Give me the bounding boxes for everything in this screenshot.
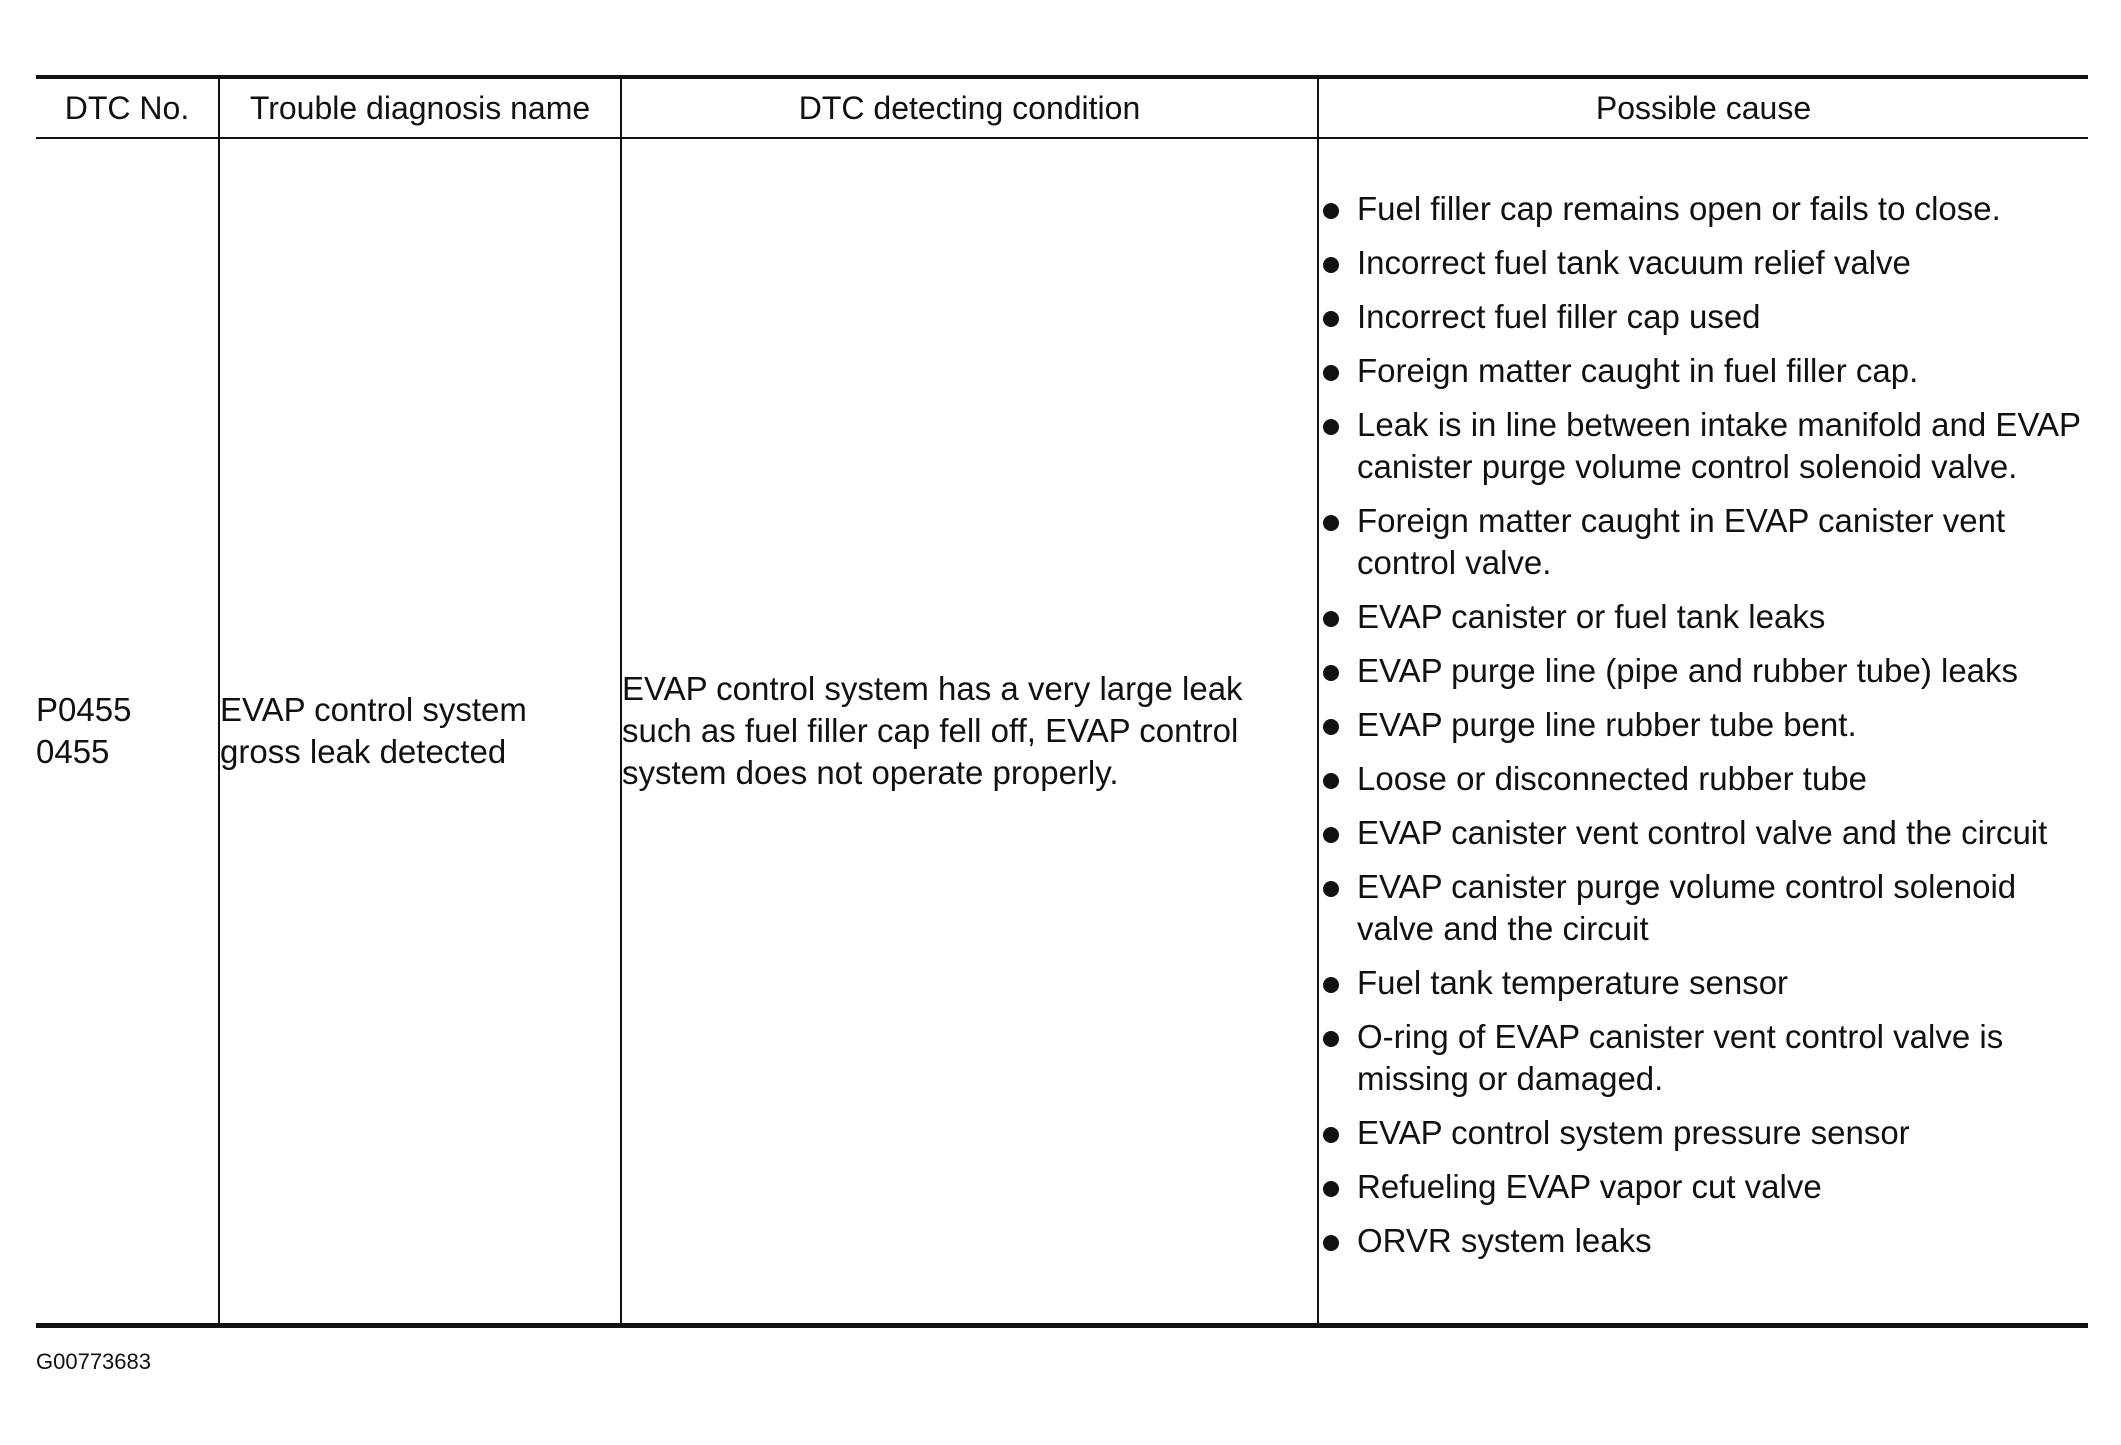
cause-text: Leak is in line between intake manifold and EVAP canister purge volume control solenoid valve. — [1357, 406, 2081, 485]
bullet-icon — [1323, 665, 1339, 681]
bullet-icon — [1323, 365, 1339, 381]
table-body — [36, 138, 2088, 1326]
list-item — [1319, 596, 2088, 638]
cause-text: Foreign matter caught in EVAP canister vent control valve. — [1357, 502, 2006, 581]
figure-id: G00773683 — [36, 1349, 151, 1374]
diagnosis-name-cell — [219, 138, 621, 1326]
possible-cause-list — [1319, 188, 2088, 1262]
cause-text: O-ring of EVAP canister vent control valve is missing or damaged. — [1357, 1018, 2004, 1097]
table-row — [36, 138, 2088, 1326]
cause-text: EVAP control system pressure sensor — [1357, 1114, 1910, 1151]
cause-text: EVAP canister purge volume control solenoid valve and the circuit — [1357, 868, 2017, 947]
list-item — [1319, 1016, 2088, 1100]
list-item — [1319, 1112, 2088, 1154]
cause-text: ORVR system leaks — [1357, 1222, 1652, 1259]
cause-text: Foreign matter caught in fuel filler cap. — [1357, 352, 1919, 389]
dtc-table — [36, 75, 2088, 1328]
list-item — [1319, 650, 2088, 692]
bullet-icon — [1323, 1181, 1339, 1197]
bullet-icon — [1323, 203, 1339, 219]
cause-text: Fuel filler cap remains open or fails to close. — [1357, 190, 2001, 227]
dtc-table-container — [36, 75, 2088, 1328]
header-dtc-no: DTC No. — [64, 89, 190, 126]
possible-cause-cell — [1318, 138, 2088, 1326]
list-item — [1319, 296, 2088, 338]
bullet-icon — [1323, 1235, 1339, 1251]
cause-text: Incorrect fuel tank vacuum relief valve — [1357, 244, 1911, 281]
list-item — [1319, 1220, 2088, 1262]
cause-text: EVAP purge line rubber tube bent. — [1357, 706, 1857, 743]
cause-text: EVAP purge line (pipe and rubber tube) leaks — [1357, 652, 2019, 689]
diagnosis-name-line: gross leak detected — [220, 733, 507, 770]
cause-text: EVAP canister vent control valve and the circuit — [1357, 814, 2048, 851]
bullet-icon — [1323, 311, 1339, 327]
bullet-icon — [1323, 1127, 1339, 1143]
list-item — [1319, 962, 2088, 1004]
list-item — [1319, 404, 2088, 488]
header-detecting-condition: DTC detecting condition — [621, 77, 1318, 138]
table-header — [36, 77, 2088, 138]
list-item — [1319, 242, 2088, 284]
bullet-icon — [1323, 419, 1339, 435]
bullet-icon — [1323, 827, 1339, 843]
bullet-icon — [1323, 719, 1339, 735]
cause-text: Fuel tank temperature sensor — [1357, 964, 1789, 1001]
diagnosis-name-line: EVAP control system — [220, 691, 527, 728]
list-item — [1319, 758, 2088, 800]
list-item — [1319, 704, 2088, 746]
list-item — [1319, 1166, 2088, 1208]
bullet-icon — [1323, 977, 1339, 993]
cause-text: Refueling EVAP vapor cut valve — [1357, 1168, 1822, 1205]
bullet-icon — [1323, 773, 1339, 789]
bullet-icon — [1323, 515, 1339, 531]
list-item — [1319, 866, 2088, 950]
cause-text: Incorrect fuel filler cap used — [1357, 298, 1761, 335]
list-item — [1319, 500, 2088, 584]
cause-text: Loose or disconnected rubber tube — [1357, 760, 1868, 797]
dtc-code-cell — [36, 138, 219, 1326]
header-possible-cause: Possible cause — [1318, 77, 2088, 138]
bullet-icon — [1323, 881, 1339, 897]
cause-text: EVAP canister or fuel tank leaks — [1357, 598, 1826, 635]
list-item — [1319, 812, 2088, 854]
header-row — [36, 77, 2088, 138]
list-item — [1319, 350, 2088, 392]
bullet-icon — [1323, 611, 1339, 627]
dtc-code-alt: 0455 — [36, 733, 110, 770]
header-diagnosis-name: Trouble diagnosis name — [219, 77, 621, 138]
detecting-condition-cell: EVAP control system has a very large leak such as fuel filler cap fell off, EVAP control system does not operate properly. — [621, 138, 1318, 1326]
bullet-icon — [1323, 257, 1339, 273]
dtc-code: P0455 — [36, 691, 132, 728]
bullet-icon — [1323, 1031, 1339, 1047]
list-item — [1319, 188, 2088, 230]
